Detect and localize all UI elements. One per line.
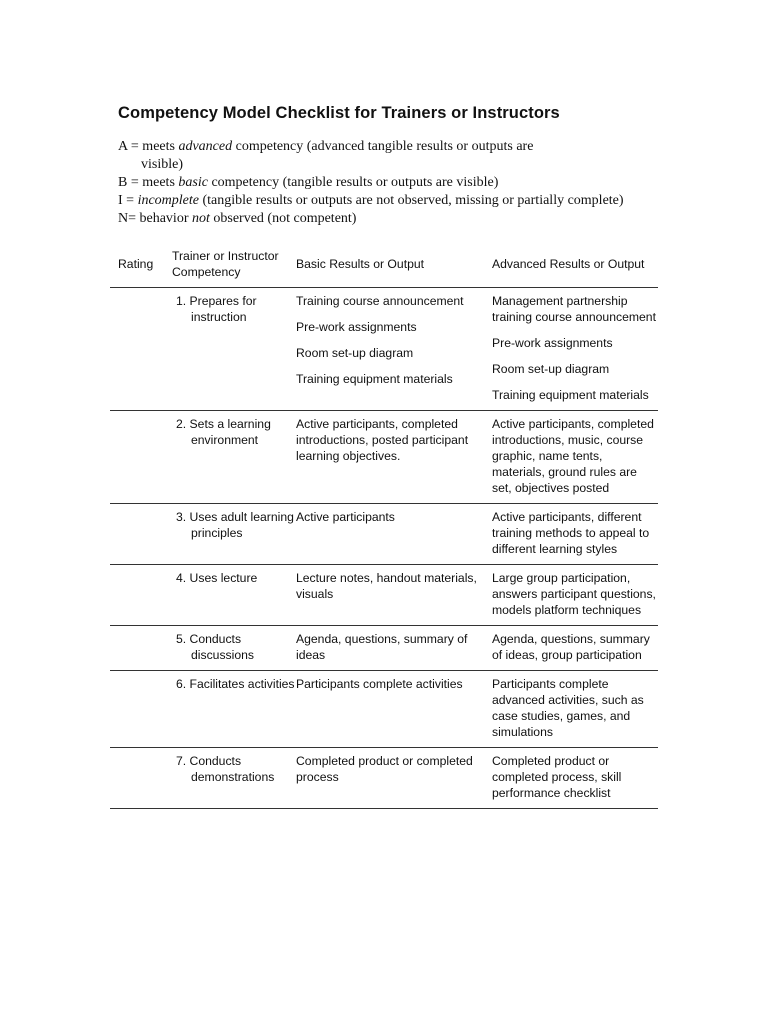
page-title: Competency Model Checklist for Trainers or Instructors — [118, 104, 560, 122]
table-header-row — [110, 248, 658, 288]
basic-output-item: Active participants, completed introductions, posted participant learning objectives. — [296, 417, 469, 463]
competency-label: 3. Uses adult learning principles — [176, 510, 294, 540]
competency-cell — [170, 626, 296, 671]
advanced-output-item: Pre-work assignments — [492, 336, 613, 350]
table-row — [110, 411, 658, 504]
header-basic: Basic Results or Output — [296, 248, 492, 288]
competency-table — [110, 248, 658, 809]
advanced-output-item: Large group participation, answers participant questions, models platform techniques — [492, 571, 656, 617]
basic-output-cell — [296, 565, 492, 626]
legend-line-a: A = meets advanced competency (advanced tangible results or outputs are — [118, 139, 534, 154]
basic-output-item: Participants complete activities — [296, 677, 463, 691]
rating-cell[interactable] — [110, 504, 170, 565]
basic-output-cell — [296, 504, 492, 565]
legend-line-i: I = incomplete (tangible results or outputs are not observed, missing or partially complete) — [118, 193, 624, 208]
basic-output-cell — [296, 748, 492, 809]
rating-cell[interactable] — [110, 411, 170, 504]
legend-line-n: N= behavior not observed (not competent) — [118, 211, 357, 226]
rating-cell[interactable] — [110, 671, 170, 748]
advanced-output-cell — [492, 671, 658, 748]
header-advanced: Advanced Results or Output — [492, 248, 658, 288]
basic-output-item: Room set-up diagram — [296, 346, 414, 360]
basic-output-cell — [296, 626, 492, 671]
rating-cell[interactable] — [110, 565, 170, 626]
basic-output-item: Pre-work assignments — [296, 320, 417, 334]
advanced-output-cell — [492, 411, 658, 504]
advanced-output-cell — [492, 626, 658, 671]
rating-cell[interactable] — [110, 288, 170, 411]
advanced-output-item: Active participants, completed introductions, music, course graphic, name tents, materials, ground rules are set, objectives posted — [492, 417, 654, 495]
competency-cell — [170, 748, 296, 809]
competency-cell — [170, 288, 296, 411]
advanced-output-cell — [492, 565, 658, 626]
advanced-output-cell — [492, 504, 658, 565]
legend-line-a-cont: visible) — [141, 157, 183, 172]
competency-label: 2. Sets a learning environment — [176, 417, 271, 447]
rating-cell[interactable] — [110, 626, 170, 671]
advanced-output-cell — [492, 288, 658, 411]
table-row — [110, 626, 658, 671]
table-row — [110, 565, 658, 626]
basic-output-item: Training equipment materials — [296, 372, 453, 386]
basic-output-cell — [296, 288, 492, 411]
competency-cell — [170, 504, 296, 565]
advanced-output-item: Active participants, different training methods to appeal to different learning styles — [492, 510, 650, 556]
advanced-output-item: Completed product or completed process, skill performance checklist — [492, 754, 622, 800]
competency-label: 1. Prepares for instruction — [176, 294, 257, 324]
table-body — [110, 288, 658, 809]
competency-cell — [170, 565, 296, 626]
advanced-output-item: Management partnership training course announcement — [492, 294, 656, 324]
rating-legend — [118, 138, 678, 228]
header-competency: Trainer or Instructor Competency — [170, 248, 296, 288]
competency-label: 6. Facilitates activities — [176, 677, 295, 691]
advanced-output-item: Participants complete advanced activities, such as case studies, games, and simulations — [492, 677, 644, 739]
table-row — [110, 504, 658, 565]
basic-output-item: Completed product or completed process — [296, 754, 473, 784]
competency-cell — [170, 671, 296, 748]
header-rating: Rating — [110, 248, 170, 288]
legend-line-b: B = meets basic competency (tangible results or outputs are visible) — [118, 175, 499, 190]
advanced-output-item: Agenda, questions, summary of ideas, group participation — [492, 632, 650, 662]
basic-output-cell — [296, 671, 492, 748]
rating-cell[interactable] — [110, 748, 170, 809]
advanced-output-item: Room set-up diagram — [492, 362, 610, 376]
table-row — [110, 671, 658, 748]
competency-label: 4. Uses lecture — [176, 571, 258, 585]
advanced-output-item: Training equipment materials — [492, 388, 649, 402]
table-row — [110, 748, 658, 809]
competency-cell — [170, 411, 296, 504]
competency-label: 7. Conducts demonstrations — [176, 754, 275, 784]
basic-output-item: Active participants — [296, 510, 395, 524]
basic-output-item: Lecture notes, handout materials, visuals — [296, 571, 477, 601]
advanced-output-cell — [492, 748, 658, 809]
competency-label: 5. Conducts discussions — [176, 632, 254, 662]
basic-output-cell — [296, 411, 492, 504]
basic-output-item: Agenda, questions, summary of ideas — [296, 632, 468, 662]
basic-output-item: Training course announcement — [296, 294, 464, 308]
table-row — [110, 288, 658, 411]
